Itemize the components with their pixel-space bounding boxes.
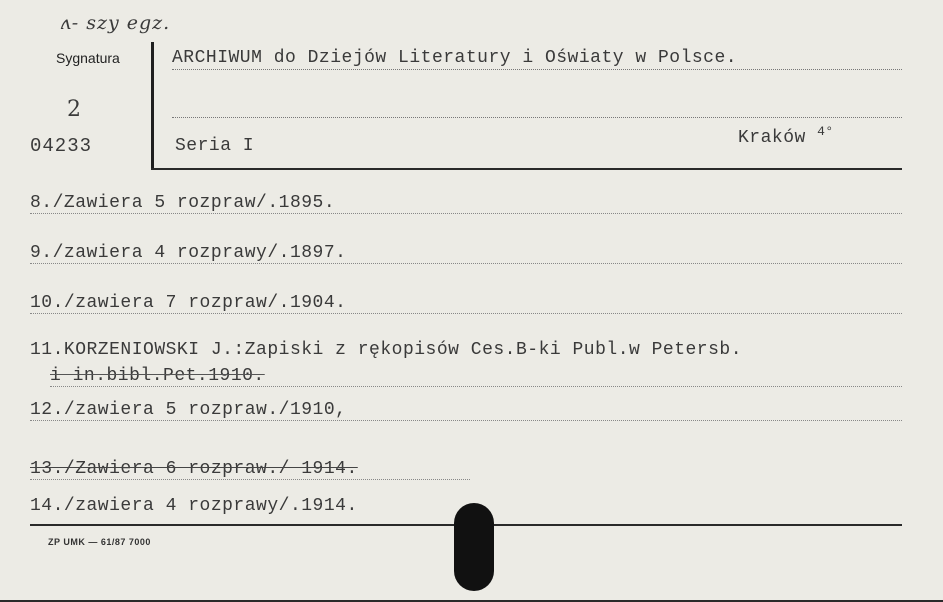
- series-label: Seria I: [175, 136, 255, 156]
- entry-text: 11.KORZENIOWSKI J.:Zapiski z rękopisów Ces.B-ki Publ.w Petersb.: [30, 340, 743, 360]
- card-title: ARCHIWUM do Dziejów Literatury i Oświaty w Polsce.: [172, 48, 902, 70]
- entry-line: [30, 400, 902, 421]
- entry-text: 10./zawiera 7 rozpraw/.1904.: [30, 293, 347, 313]
- entry-text: 14./zawiera 4 rozprawy/.1914.: [30, 496, 358, 516]
- format-label: 4°: [817, 124, 834, 139]
- entry-line: [30, 293, 902, 314]
- entry-text: 8./Zawiera 5 rozpraw/.1895.: [30, 193, 336, 213]
- place-label: Kraków: [738, 128, 806, 148]
- signature-divider: [151, 42, 154, 169]
- handwritten-number: 2: [67, 97, 81, 122]
- printer-footer: ZP UMK — 61/87 7000: [48, 537, 151, 547]
- entry-line: [30, 243, 902, 264]
- blank-ruled-line: [172, 117, 902, 118]
- header-rule: [151, 168, 902, 170]
- entry-line: [30, 193, 902, 214]
- handwritten-annotation: ʌ- szy egz.: [60, 12, 171, 34]
- entry-line-struck: [30, 459, 470, 480]
- inventory-number: 04233: [30, 135, 93, 157]
- entry-line: [30, 340, 902, 360]
- place-format: [738, 124, 834, 148]
- entry-text: 9./zawiera 4 rozprawy/.1897.: [30, 243, 347, 263]
- punch-hole: [454, 503, 494, 591]
- entry-text: 12./zawiera 5 rozpraw./1910,: [30, 400, 347, 420]
- entry-continuation-struck: i in.bibl.Pet.1910.: [50, 366, 902, 387]
- entry-text: 13./Zawiera 6 rozpraw./ 1914.: [30, 459, 358, 479]
- signature-label: Sygnatura: [56, 50, 120, 66]
